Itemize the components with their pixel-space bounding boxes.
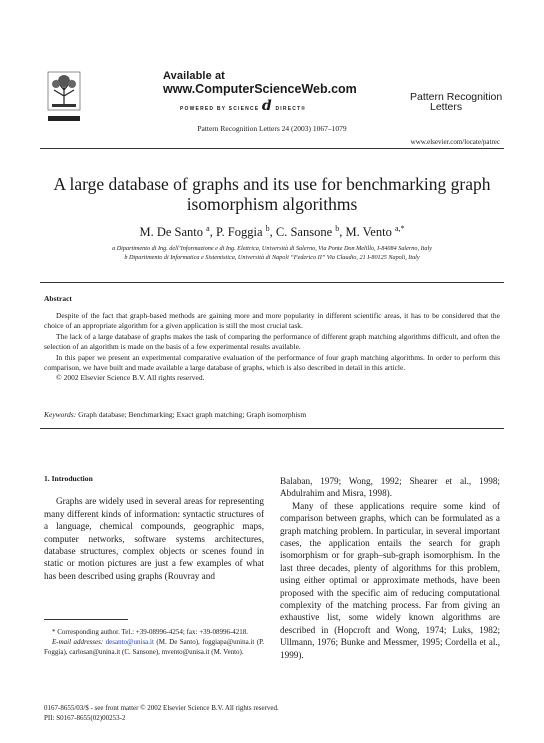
bottom-metadata [44, 703, 279, 723]
abstract-body [44, 311, 500, 384]
affiliation-b: b Dipartimento di Informatica e Sistemistica, Università di Napoli “Federico II” Via Claudio, 21 I-80125 Napoli, Italy [124, 254, 420, 261]
keywords [44, 410, 500, 419]
intro-continuation: Balaban, 1979; Wong, 1992; Shearer et al., 1998; Abdulrahim and Misra, 1998). [280, 476, 500, 499]
email-addresses [44, 637, 264, 657]
author-name: P. Foggia [215, 225, 266, 240]
powered-by-science-direct [180, 98, 306, 114]
abstract-paragraph: In this paper we present an experimental comparative evaluation of the performance of four graph matching algorithms. In order to perform this comparison, we have built and made available a large database of graphs, which is also described in detail in this article. [44, 352, 500, 373]
elsevier-tree-logo-icon [44, 68, 84, 130]
author-affiliation-mark: a [206, 224, 210, 233]
powered-by-label: POWERED BY SCIENCE [180, 106, 260, 112]
journal-logo [410, 92, 502, 112]
science-direct-d-icon: d [261, 98, 273, 114]
journal-logo-line2: Letters [430, 101, 463, 113]
author-name: C. Sansone [275, 225, 336, 240]
section-heading: 1. Introduction [44, 474, 93, 483]
affiliation-a: a Dipartimento di Ing. dell’Informazione e di Ing. Elettrica, Università di Salerno, Via Ponte Don Melillo, I-84084 Salerno, Italy [112, 245, 432, 252]
right-column [280, 475, 500, 661]
keywords-list: Graph database; Benchmarking; Exact graph matching; Graph isomorphism [78, 410, 307, 419]
footnote [44, 627, 264, 657]
email-label: E-mail addresses: [52, 638, 104, 646]
direct-label: DIRECT® [275, 106, 307, 112]
left-column [44, 473, 264, 582]
abstract-bottom-rule [40, 428, 504, 429]
issn-line: 0167-8655/03/$ - see front matter © 2002 Elsevier Science B.V. All rights reserved. [44, 704, 279, 712]
elsevier-logo [44, 68, 84, 130]
author-affiliation-mark: a,* [394, 224, 405, 233]
journal-logo-line1: Pattern Recognition [410, 91, 503, 103]
corresponding-author-note: * Corresponding author. Tel.: +39-08996-4254; fax: +39-08996-4218. [52, 628, 249, 636]
author-name: M. Vento [345, 225, 395, 240]
author-list: M. De Santo $^a$, P. Foggia $^b$, C. Sansone $^b$, M. Vento $^{a,*}$ [139, 224, 405, 240]
author-name: M. De Santo [139, 225, 207, 240]
footnote-rule [44, 619, 128, 620]
header-rule [40, 148, 504, 149]
abstract-top-rule [40, 282, 504, 283]
abstract-heading: Abstract [44, 294, 72, 303]
abstract-paragraph: The lack of a large database of graphs makes the task of comparing the performance of different graph matching algorithms difficult, and often the selection of an algorithm is made on the basis of a few experimental results available. [44, 331, 500, 352]
intro-paragraph: Graphs are widely used in several areas for representing many different kinds of information: syntactic structures of a language, chemical compounds, geographic maps, computer networks, software systems architectures, database structures, complex objects or scenes found in static or motion pictures are just a few examples of what has been described using graphs (Rouvray and [44, 496, 264, 581]
keywords-label: Keywords: [44, 410, 77, 419]
abstract-paragraph: Despite of the fact that graph-based methods are gaining more and more popularity in different scientific areas, it has to be considered that the choice of an appropriate algorithm for a given application is still the most crucial task. [44, 311, 500, 331]
author-affiliation-mark: b [265, 224, 270, 233]
author-affiliation-mark: b [335, 224, 340, 233]
computer-science-web-url[interactable]: www.ComputerScienceWeb.com [163, 82, 357, 96]
intro-paragraph-2: Many of these applications require some kind of comparison between graphs, which can be formulated as a graph matching problem. In particular, in several important cases, the application entails the search for graph isomorphism or for graph–sub-graph isomorphism. In the last three decades, plenty of algorithms for this problem, using either optimal or approximate methods, have been proposed with the specific aim of reducing computational complexity of the matching process. Far from giving an exhaustive list, some widely known algorithms are described in (Hopcroft and Wong, 1974; Luks, 1982; Ullmann, 1976; Bunke and Messmer, 1995; Cordella et al., 1999). [280, 500, 500, 660]
email-rest: (M. De Santo), foggiapa@unina.it (P. Foggia), carlosan@unina.it (C. Sansone), mvento@unisa.it (M. Vento). [44, 638, 265, 656]
pii-line: PII: S0167-8655(02)00253-2 [44, 714, 126, 722]
journal-citation: Pattern Recognition Letters 24 (2003) 1067–1079 [197, 124, 347, 133]
email-link[interactable]: desanto@unisa.it [105, 638, 154, 646]
paper-title: A large database of graphs and its use for benchmarking graph isomorphism algorithms [53, 174, 491, 214]
available-at-label: Available at [163, 70, 225, 82]
copyright-line: © 2002 Elsevier Science B.V. All rights reserved. [56, 373, 205, 383]
elsevier-url[interactable]: www.elsevier.com/locate/patrec [410, 138, 500, 146]
